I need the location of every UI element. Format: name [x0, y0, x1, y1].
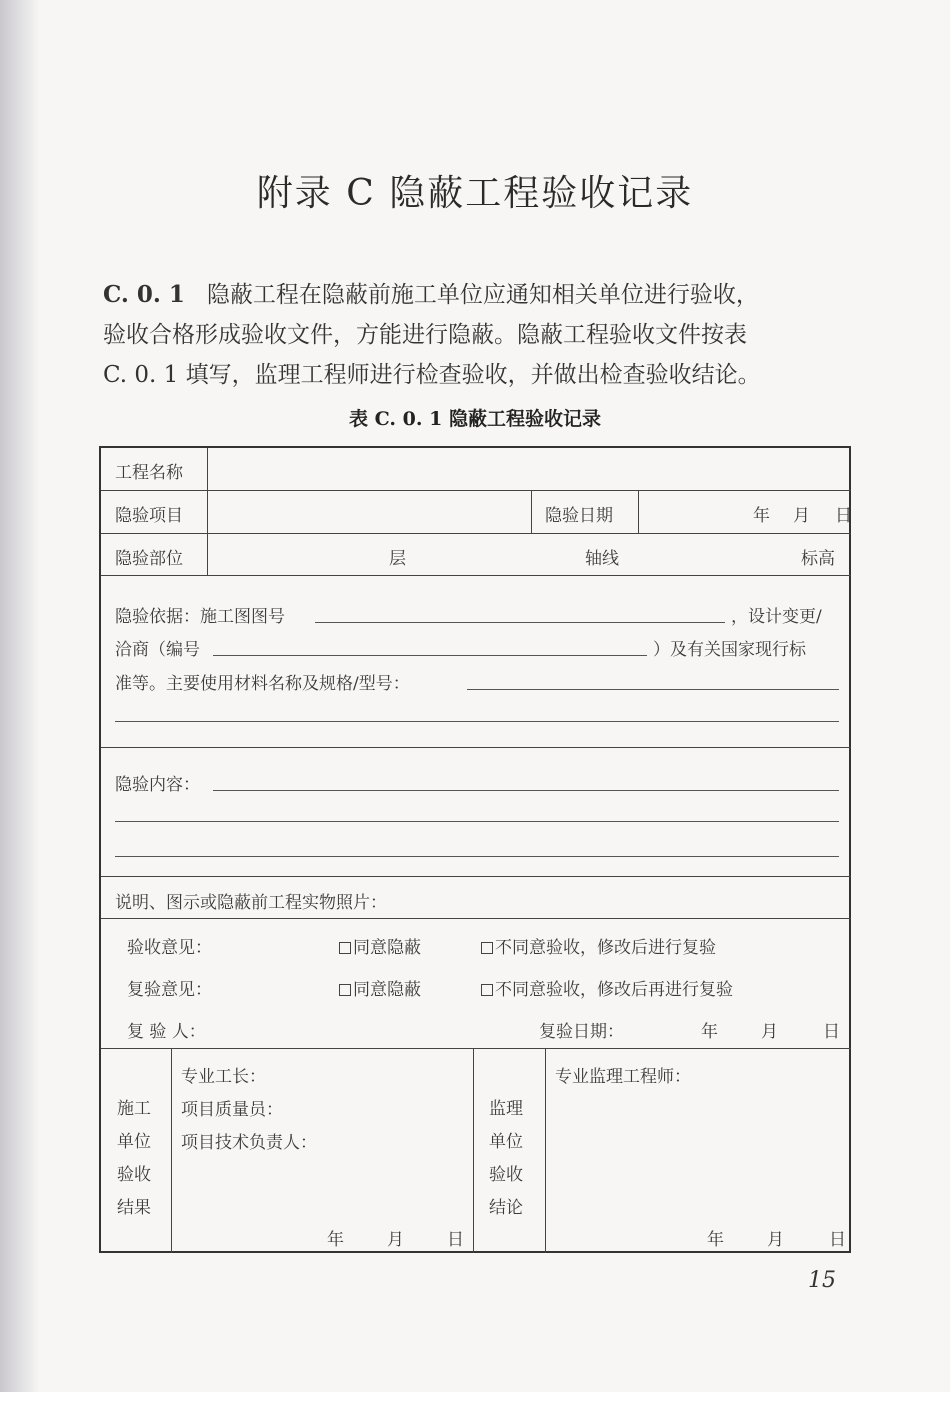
recheck-day: 日 — [823, 1022, 840, 1042]
recheck-month: 月 — [761, 1022, 778, 1042]
supervision-unit-label-3: 验收 — [489, 1165, 523, 1185]
checkbox[interactable] — [339, 984, 351, 996]
construction-unit-label-3: 验收 — [117, 1165, 151, 1185]
row-divider — [101, 533, 851, 534]
recheck-opinion-label: 复验意见： — [127, 980, 212, 1000]
row-divider — [101, 918, 851, 919]
construction-year: 年 — [327, 1230, 344, 1250]
elevation-label: 标高 — [801, 549, 835, 569]
col-divider — [638, 490, 639, 533]
basis-line-2-suffix: ）及有关国家现行标 — [653, 640, 806, 660]
disagree-option-2[interactable]: 不同意验收，修改后再进行复验 — [481, 975, 733, 1000]
supervision-engineer-label: 专业监理工程师： — [555, 1067, 691, 1087]
construction-unit-label-1: 施工 — [117, 1099, 151, 1119]
acceptance-opinion-label: 验收意见： — [127, 938, 212, 958]
supervision-year: 年 — [707, 1230, 724, 1250]
paragraph-line-2: 验收合格形成验收文件，方能进行隐蔽。隐蔽工程验收文件按表 — [103, 322, 747, 348]
col-divider — [171, 1048, 172, 1253]
inspect-location-label: 隐验部位 — [115, 549, 183, 569]
row-divider — [101, 747, 851, 748]
negotiation-number-line — [213, 655, 647, 656]
tech-lead-label: 项目技术负责人： — [181, 1133, 317, 1153]
inspect-date-label: 隐验日期 — [545, 506, 613, 526]
checkbox[interactable] — [481, 942, 493, 954]
basis-line-2-label: 洽商（编号 — [115, 640, 200, 660]
construction-day: 日 — [447, 1230, 464, 1250]
table-caption: 表 C. 0. 1 隐蔽工程验收记录 — [349, 408, 601, 430]
col-divider — [473, 1048, 474, 1253]
supervision-unit-label-4: 结论 — [489, 1198, 523, 1218]
row-divider — [101, 876, 851, 877]
basis-line-1-label: 隐验依据：施工图图号 — [115, 607, 285, 627]
paragraph-line-3: C. 0. 1 填写，监理工程师进行检查验收，并做出检查验收结论。 — [103, 362, 761, 388]
checkbox[interactable] — [339, 942, 351, 954]
page-number: 15 — [808, 1268, 836, 1293]
agree-conceal-option-2[interactable]: 同意隐蔽 — [339, 975, 421, 1000]
supervision-day: 日 — [829, 1230, 846, 1250]
content-line-3 — [115, 856, 839, 857]
clause-text-1: 隐蔽工程在隐蔽前施工单位应通知相关单位进行验收， — [206, 282, 759, 308]
foreman-label: 专业工长： — [181, 1067, 266, 1087]
content-line-2 — [115, 821, 839, 822]
content-label: 隐验内容： — [115, 775, 200, 795]
recheck-year: 年 — [701, 1022, 718, 1042]
basis-line-1-suffix: ，设计变更/ — [731, 607, 822, 627]
drawing-number-line — [315, 622, 725, 623]
col-divider — [531, 490, 532, 533]
col-divider — [207, 448, 208, 575]
construction-unit-label-2: 单位 — [117, 1132, 151, 1152]
notes-label: 说明、图示或隐蔽前工程实物照片： — [115, 893, 387, 913]
materials-line — [467, 689, 839, 690]
basis-line-3-label: 准等。主要使用材料名称及规格/型号： — [115, 674, 410, 694]
disagree-option-1[interactable]: 不同意验收，修改后进行复验 — [481, 933, 716, 958]
inspect-date-year: 年 — [753, 506, 770, 526]
supervision-month: 月 — [767, 1230, 784, 1250]
inspect-item-label: 隐验项目 — [115, 506, 183, 526]
content-line-1 — [213, 790, 839, 791]
paragraph-line-1 — [103, 276, 863, 309]
project-name-label: 工程名称 — [115, 463, 183, 483]
row-divider — [101, 575, 851, 576]
materials-line-2 — [115, 721, 839, 722]
construction-unit-label-4: 结果 — [117, 1198, 151, 1218]
inspect-date-month: 月 — [793, 506, 810, 526]
row-divider — [101, 1048, 851, 1049]
page-bottom-margin — [0, 1392, 950, 1415]
clause-number: C. 0. 1 — [103, 281, 185, 308]
inspect-date-day: 日 — [835, 506, 852, 526]
supervision-unit-label-2: 单位 — [489, 1132, 523, 1152]
quality-officer-label: 项目质量员： — [181, 1100, 283, 1120]
floor-label: 层 — [389, 549, 406, 569]
construction-month: 月 — [387, 1230, 404, 1250]
agree-conceal-option-1[interactable]: 同意隐蔽 — [339, 933, 421, 958]
inspection-form — [99, 446, 851, 1253]
supervision-unit-label-1: 监理 — [489, 1099, 523, 1119]
recheck-date-label: 复验日期： — [539, 1022, 624, 1042]
axis-label: 轴线 — [585, 549, 619, 569]
page-title: 附录 C 隐蔽工程验收记录 — [256, 173, 694, 214]
col-divider — [545, 1048, 546, 1253]
rechecker-label: 复 验 人： — [127, 1022, 206, 1042]
checkbox[interactable] — [481, 984, 493, 996]
row-divider — [101, 490, 851, 491]
